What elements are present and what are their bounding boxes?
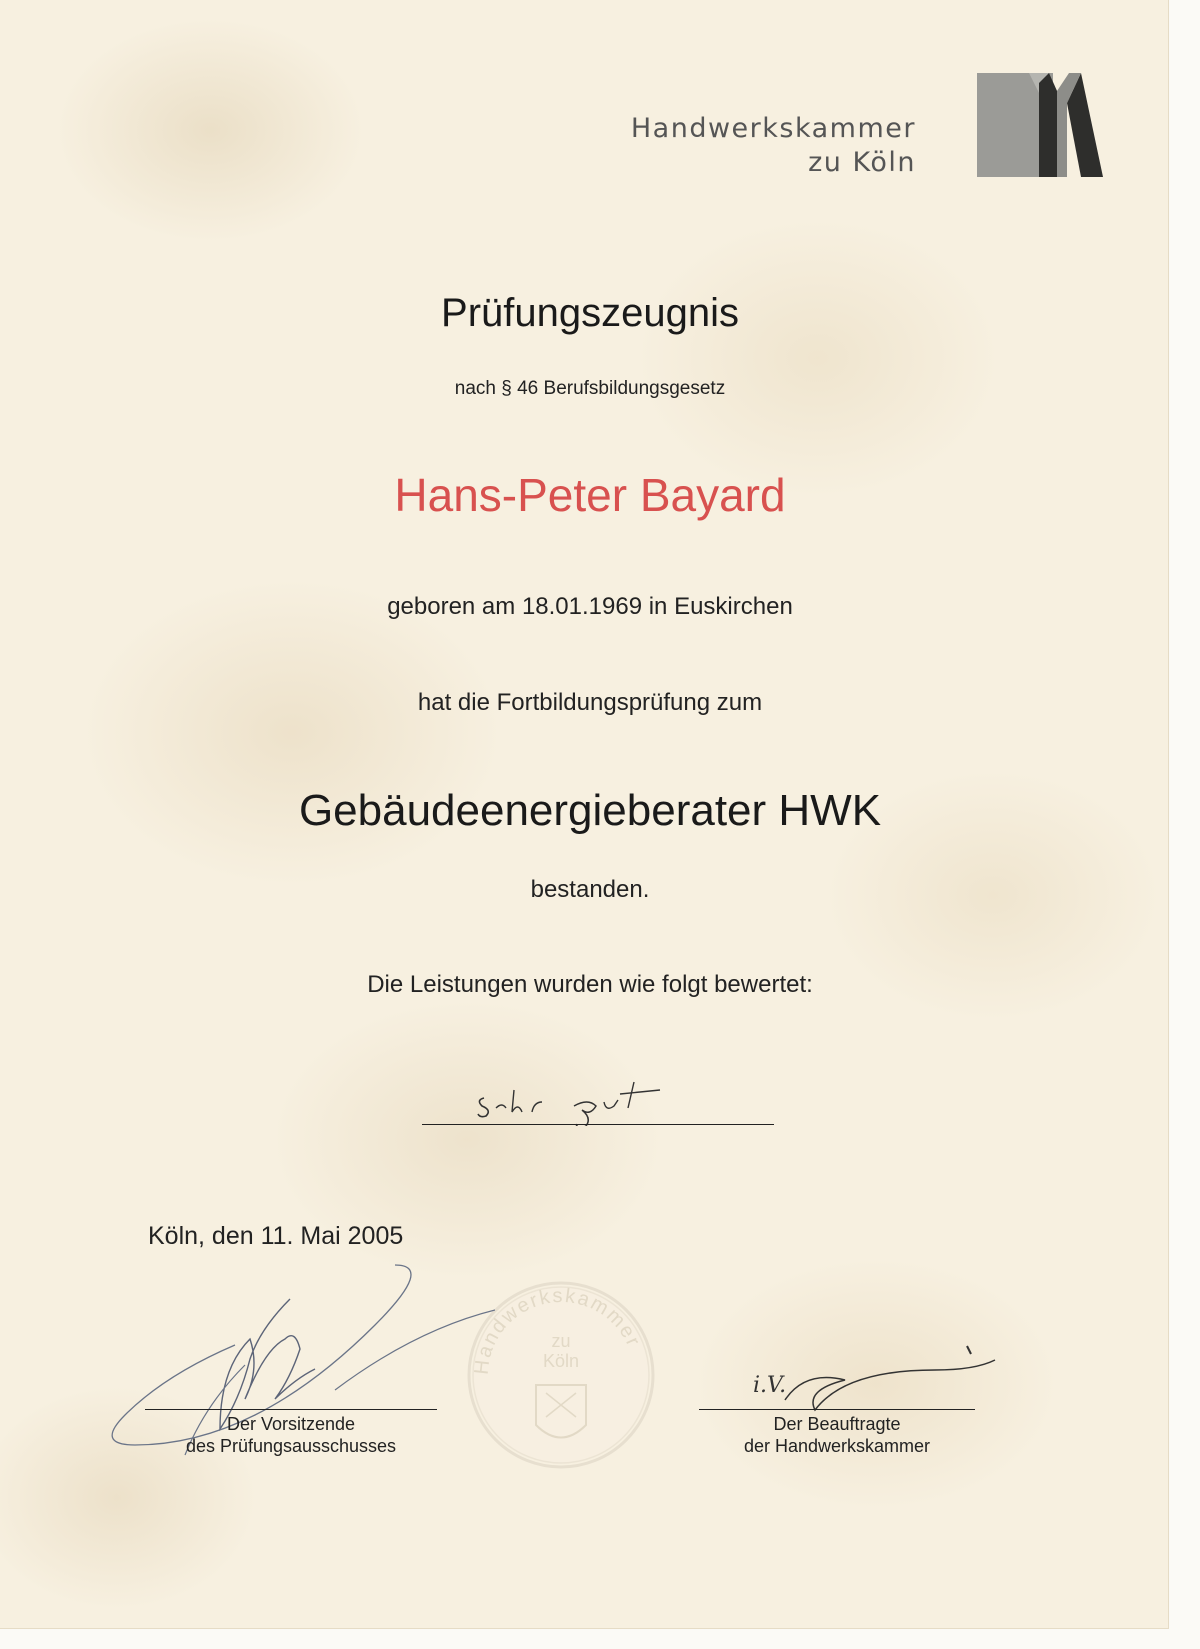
exam-intro: hat die Fortbildungsprüfung zum [417, 689, 763, 716]
seal-text: Handwerkskammer [470, 1284, 645, 1376]
seal-text-city: Köln [542, 1351, 580, 1371]
representative-signature [745, 1340, 1015, 1420]
representative-caption-line2: der Handwerkskammer [743, 1436, 931, 1456]
representative-caption [699, 1413, 975, 1457]
birth-info: geboren am 18.01.1969 in Euskirchen [387, 593, 793, 620]
chairman-signature-line [145, 1409, 437, 1410]
organization-name-line2: zu Köln [808, 147, 916, 178]
signature-prefix: i.V. [753, 1373, 787, 1398]
rating-intro: Die Leistungen wurden wie folgt bewertet: [367, 971, 813, 998]
logo-dark-stroke-1 [1039, 73, 1057, 177]
chairman-caption-line1: Der Vorsitzende [226, 1414, 356, 1434]
chairman-caption-line2: des Prüfungsausschusses [185, 1436, 397, 1456]
chairman-caption [145, 1413, 437, 1457]
passed-statement: bestanden. [530, 876, 650, 903]
representative-caption-line1: Der Beauftragte [773, 1414, 901, 1434]
representative-signature-line [699, 1409, 975, 1410]
handwritten-grade [474, 1076, 724, 1126]
certificate-title: Prüfungszeugnis [441, 291, 739, 335]
seal-text-zu: zu [551, 1331, 571, 1351]
chamber-logo [977, 73, 1103, 177]
legal-basis: nach § 46 Berufsbildungsgesetz [454, 378, 726, 399]
candidate-name: Hans-Peter Bayard [394, 469, 786, 521]
grade-line [422, 1124, 774, 1125]
place-and-date: Köln, den 11. Mai 2005 [148, 1222, 404, 1250]
qualification-title: Gebäudeenergieberater HWK [298, 786, 882, 835]
organization-name-line1: Handwerkskammer [630, 113, 916, 144]
organization-name [631, 112, 916, 180]
